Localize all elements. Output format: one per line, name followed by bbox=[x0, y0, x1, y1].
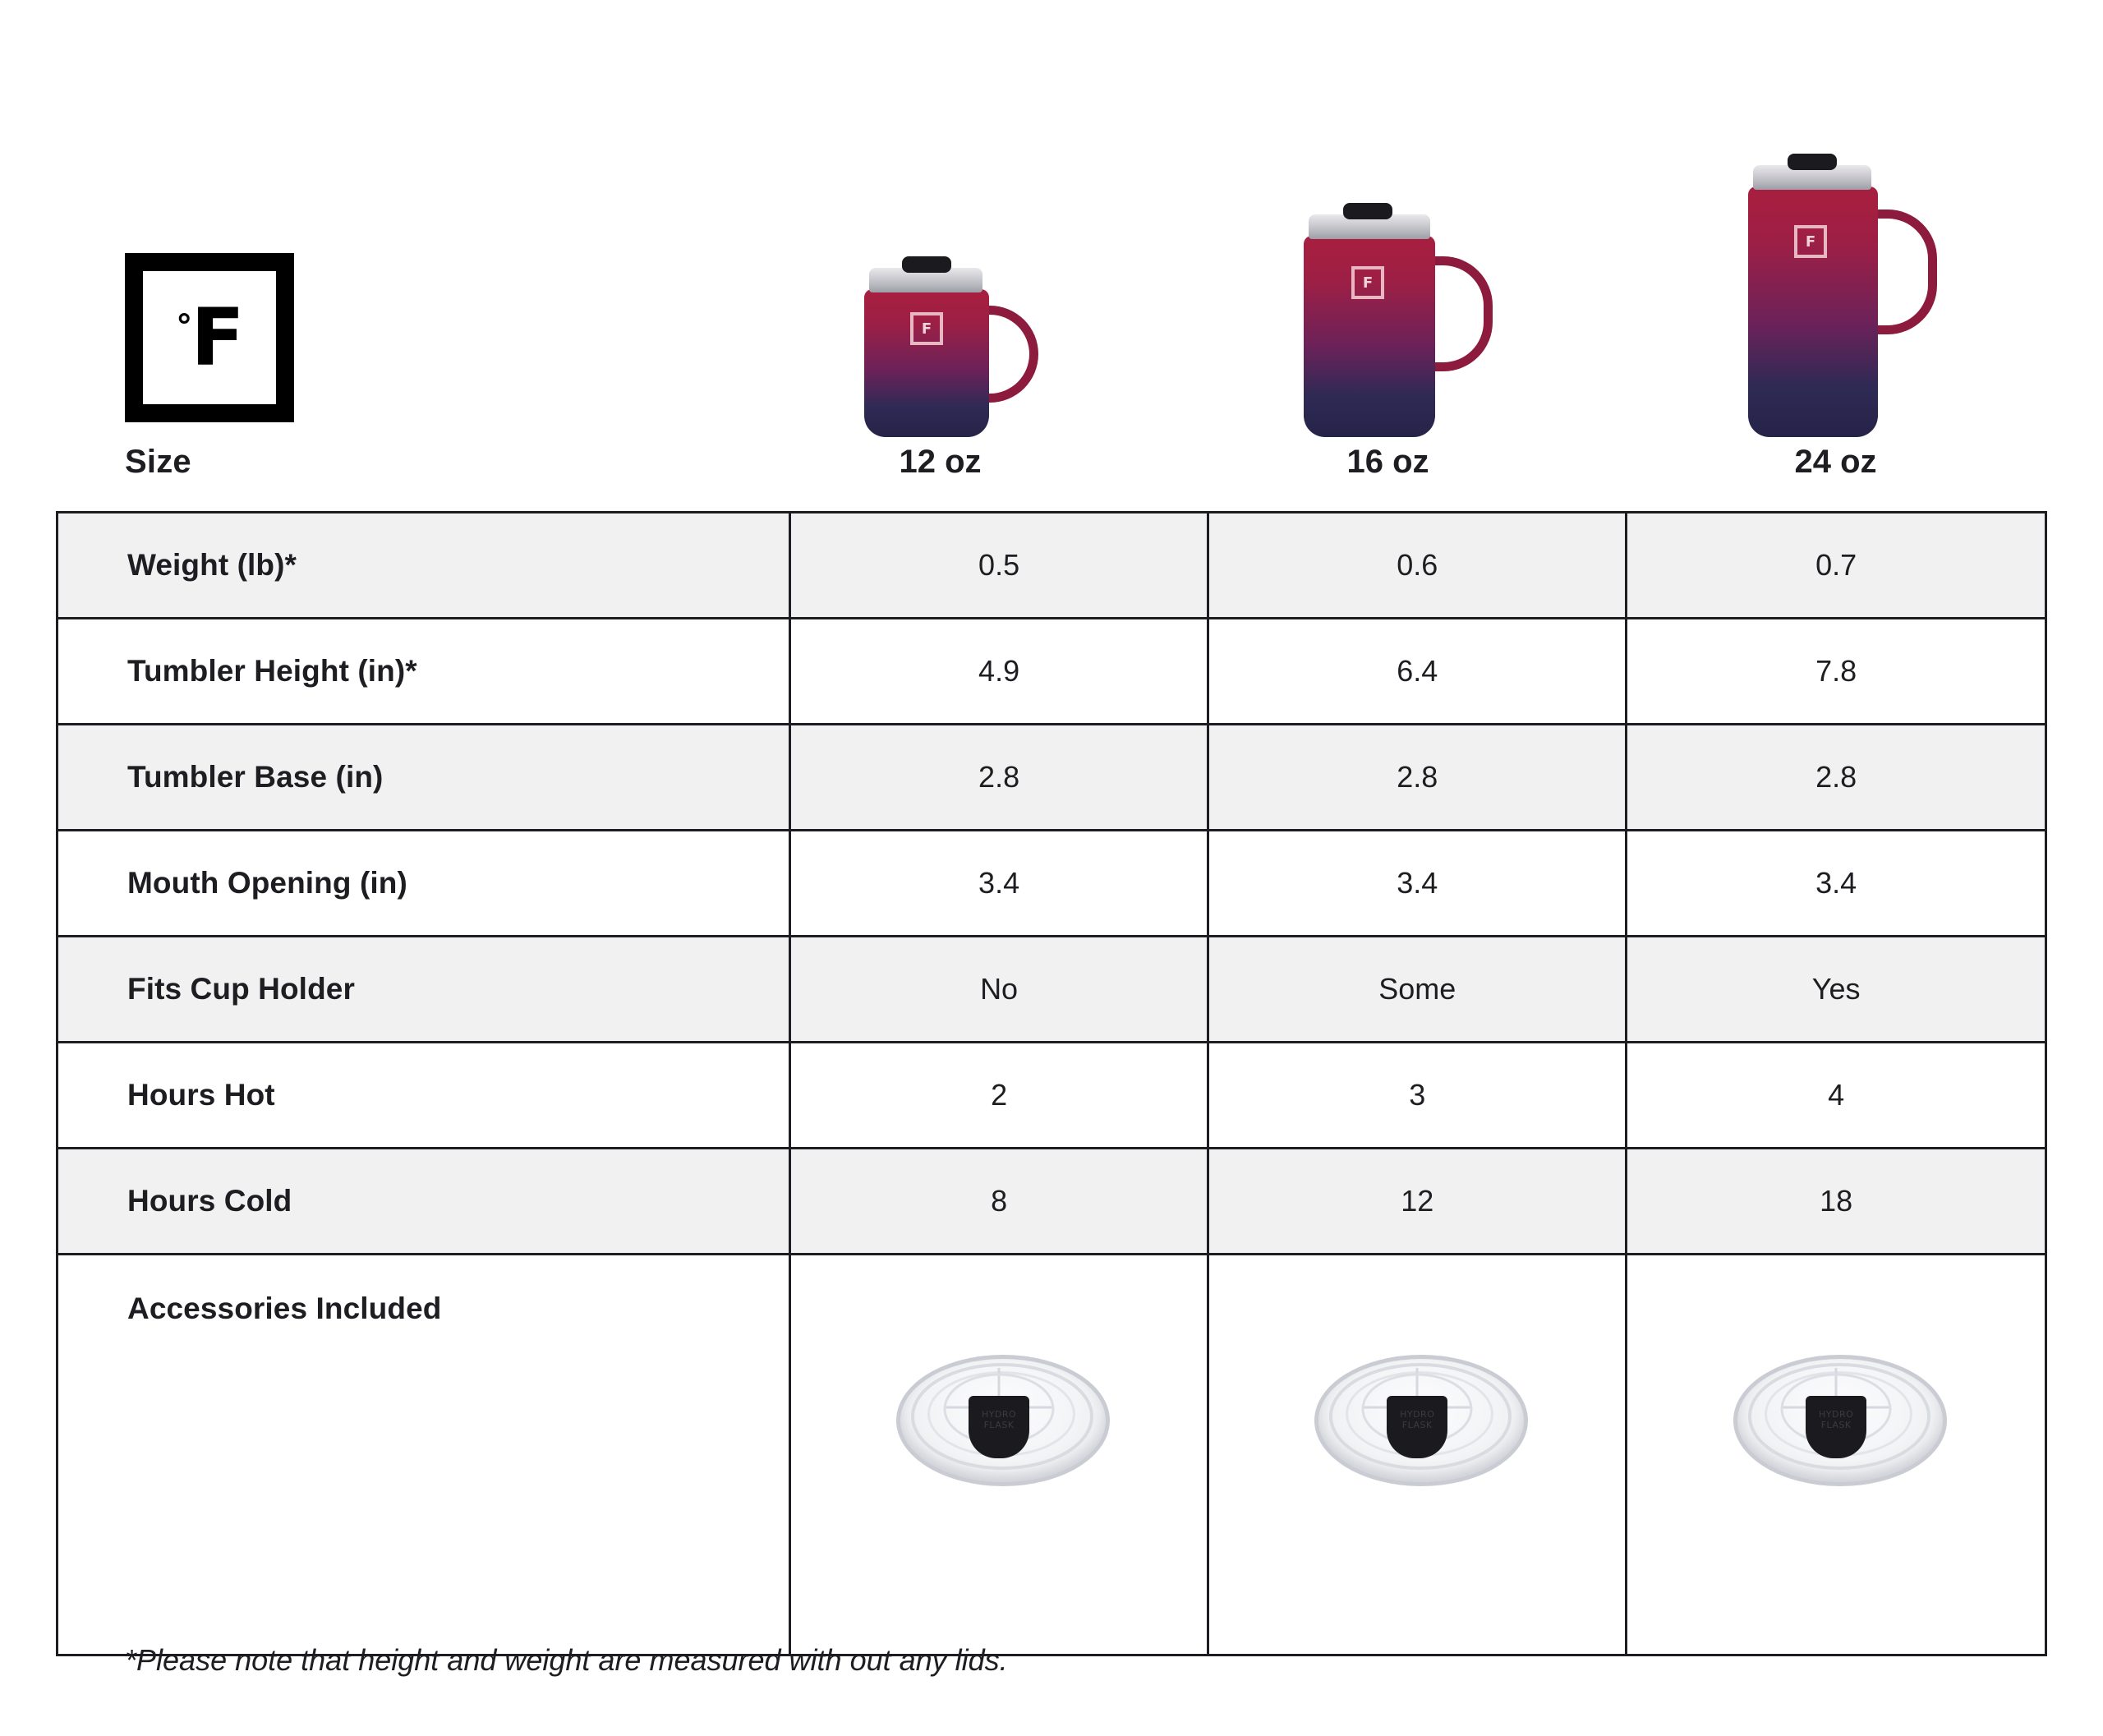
lid-brand-text: HYDRO FLASK bbox=[1819, 1409, 1854, 1430]
cell-value: No bbox=[790, 937, 1208, 1043]
press-in-lid-icon bbox=[1314, 1335, 1520, 1491]
brand-badge-icon: F bbox=[1351, 266, 1384, 299]
logo-degree-symbol: ° bbox=[176, 308, 191, 346]
table-row bbox=[58, 1149, 2045, 1255]
cell-value: 2.8 bbox=[790, 725, 1208, 831]
cell-value: 3 bbox=[1208, 1043, 1627, 1149]
cell-value: 0.5 bbox=[790, 513, 1208, 619]
table-row bbox=[58, 937, 2045, 1043]
cell-value: 0.6 bbox=[1208, 513, 1627, 619]
mug-lid-cap bbox=[1343, 203, 1392, 219]
row-label: Weight (lb)* bbox=[58, 513, 790, 619]
mug-body bbox=[864, 289, 989, 437]
cell-value: 7.8 bbox=[1627, 619, 2045, 725]
product-image-12oz bbox=[859, 223, 1056, 437]
table-row bbox=[58, 831, 2045, 937]
row-label: Tumbler Base (in) bbox=[58, 725, 790, 831]
row-label: Tumbler Height (in)* bbox=[58, 619, 790, 725]
cell-value: 2.8 bbox=[1627, 725, 2045, 831]
row-label: Accessories Included bbox=[58, 1255, 790, 1655]
cell-value: Yes bbox=[1627, 937, 2045, 1043]
cell-value: 8 bbox=[790, 1149, 1208, 1255]
cell-value: Some bbox=[1208, 937, 1627, 1043]
cell-value: 6.4 bbox=[1208, 619, 1627, 725]
hydroflask-logo bbox=[125, 253, 294, 422]
logo-glyph bbox=[176, 292, 243, 384]
row-label: Hours Cold bbox=[58, 1149, 790, 1255]
cell-value: 3.4 bbox=[790, 831, 1208, 937]
cell-value: 2.8 bbox=[1208, 725, 1627, 831]
column-header-24oz: 24 oz bbox=[1794, 444, 1877, 480]
accessory-cell bbox=[1208, 1255, 1627, 1655]
mug-lid-cap bbox=[1788, 154, 1837, 170]
mug-body bbox=[1748, 186, 1878, 437]
cell-value: 18 bbox=[1627, 1149, 2045, 1255]
cell-value: 4.9 bbox=[790, 619, 1208, 725]
footnote: *Please note that height and weight are measured with out any lids. bbox=[125, 1643, 1008, 1677]
press-in-lid-icon bbox=[1733, 1335, 1939, 1491]
row-label: Hours Hot bbox=[58, 1043, 790, 1149]
accessory-cell bbox=[1627, 1255, 2045, 1655]
column-header-16oz: 16 oz bbox=[1346, 444, 1429, 480]
cell-value: 3.4 bbox=[1208, 831, 1627, 937]
row-label: Mouth Opening (in) bbox=[58, 831, 790, 937]
cell-value: 12 bbox=[1208, 1149, 1627, 1255]
cell-value: 3.4 bbox=[1627, 831, 2045, 937]
brand-badge-icon: F bbox=[910, 312, 943, 345]
accessory-cell bbox=[790, 1255, 1208, 1655]
lid-slider bbox=[1387, 1396, 1447, 1458]
mug-lid-cap bbox=[902, 256, 951, 273]
column-header-12oz: 12 oz bbox=[899, 444, 982, 480]
table-row bbox=[58, 619, 2045, 725]
lid-slider bbox=[969, 1396, 1029, 1458]
product-image-24oz bbox=[1743, 108, 1953, 437]
lid-brand-text: HYDRO FLASK bbox=[1400, 1409, 1435, 1430]
header bbox=[0, 0, 2103, 493]
table-row bbox=[58, 725, 2045, 831]
table-row bbox=[58, 1043, 2045, 1149]
cell-value: 2 bbox=[790, 1043, 1208, 1149]
product-image-16oz bbox=[1300, 166, 1510, 437]
specs-table bbox=[56, 511, 2047, 1656]
logo-letter: F bbox=[191, 292, 243, 384]
press-in-lid-icon bbox=[896, 1335, 1102, 1491]
brand-badge-icon: F bbox=[1794, 225, 1827, 258]
size-label: Size bbox=[125, 444, 191, 480]
row-label: Fits Cup Holder bbox=[58, 937, 790, 1043]
table-row-accessories bbox=[58, 1255, 2045, 1655]
cell-value: 4 bbox=[1627, 1043, 2045, 1149]
lid-slider bbox=[1806, 1396, 1866, 1458]
cell-value: 0.7 bbox=[1627, 513, 2045, 619]
table-row bbox=[58, 513, 2045, 619]
lid-brand-text: HYDRO FLASK bbox=[981, 1409, 1017, 1430]
